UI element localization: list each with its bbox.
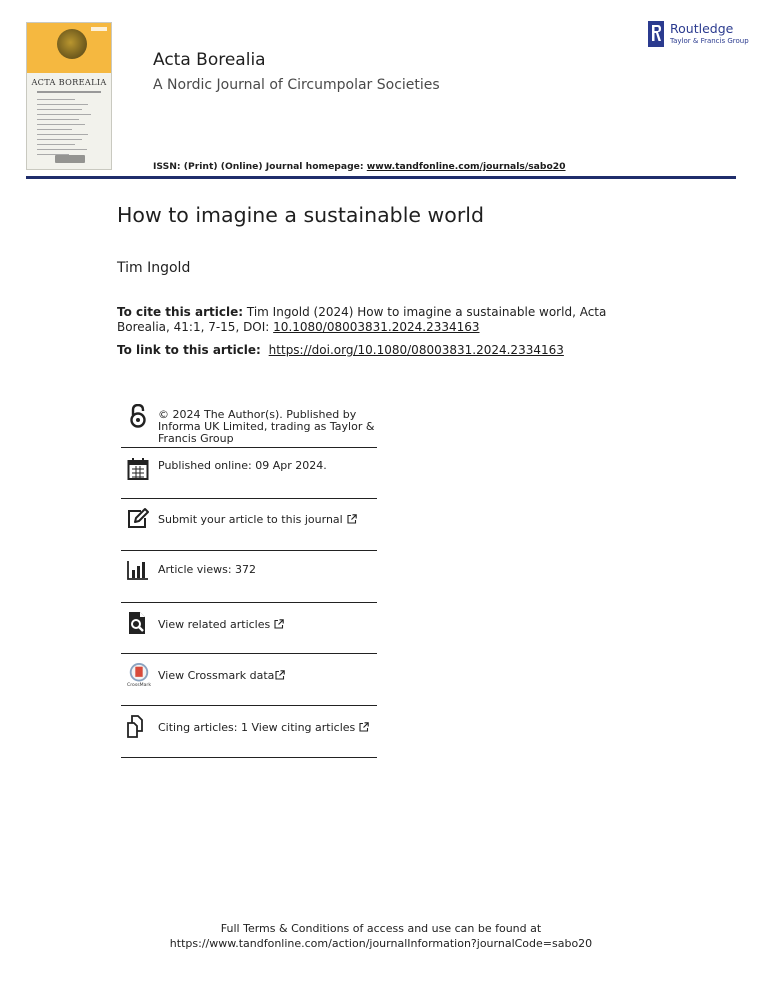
article-doi-link[interactable]: https://doi.org/10.1080/08003831.2024.2334163 [268, 343, 564, 357]
cover-emblem-icon [57, 29, 87, 59]
article-link-block [117, 343, 564, 357]
journal-title: Acta Borealia [153, 50, 266, 70]
external-link-icon [359, 722, 369, 732]
crossmark-icon [126, 663, 152, 687]
external-link-icon [347, 514, 357, 524]
journal-subtitle: A Nordic Journal of Circumpolar Societies [153, 77, 440, 93]
published-date: Published online: 09 Apr 2024. [158, 459, 327, 472]
cite-text: Tim Ingold (2024) How to imagine a sustainable world, Acta Borealia, 41:1, 7-15, DOI: [117, 305, 607, 334]
footer-terms-link[interactable]: https://www.tandfonline.com/action/journalInformation?journalCode=sabo20 [169, 937, 593, 950]
cite-label: To cite this article: [117, 305, 244, 319]
publisher-logo[interactable] [648, 20, 748, 48]
article-author: Tim Ingold [117, 260, 191, 276]
footer-terms [0, 921, 762, 951]
cover-issn-box [91, 27, 107, 31]
publisher-name: Routledge [670, 21, 734, 36]
cite-doi-link[interactable]: 10.1080/08003831.2024.2334163 [273, 320, 480, 334]
edit-icon [127, 507, 149, 531]
submit-row[interactable] [121, 499, 377, 551]
external-link-icon [274, 619, 284, 629]
related-articles-search-icon [127, 611, 149, 635]
view-citing-articles-link[interactable]: Citing articles: 1 View citing articles [158, 721, 356, 734]
calendar-icon [127, 457, 149, 481]
submit-article-link[interactable]: Submit your article to this journal [158, 513, 343, 526]
publisher-group: Taylor & Francis Group [670, 37, 749, 45]
license-text: © 2024 The Author(s). Published by Informa UK Limited, trading as Taylor & Francis Group [158, 408, 375, 445]
bar-chart-icon [127, 558, 149, 582]
journal-homepage-link[interactable]: www.tandfonline.com/journals/sabo20 [366, 161, 566, 172]
open-access-icon [127, 404, 149, 428]
published-row [121, 448, 377, 499]
cover-publisher-logo [55, 155, 85, 163]
crossmark-icon-label: CrossMark [126, 683, 152, 687]
article-metadata-list [121, 400, 377, 758]
link-label: To link to this article: [117, 343, 261, 357]
cover-title: ACTA BOREALIA [31, 77, 107, 87]
routledge-mark-icon [648, 21, 664, 47]
external-link-icon [275, 670, 285, 680]
journal-cover-thumbnail [26, 22, 112, 170]
citing-row[interactable] [121, 706, 377, 758]
header-divider [26, 176, 736, 179]
issn-line [153, 161, 566, 172]
open-access-row [121, 400, 377, 448]
cover-contents-lines [37, 99, 101, 159]
citing-articles-icon [127, 715, 149, 739]
article-title: How to imagine a sustainable world [117, 203, 484, 227]
footer-line-1: Full Terms & Conditions of access and use can be found at [220, 922, 542, 935]
citation-block [117, 305, 657, 335]
crossmark-row[interactable] [121, 654, 377, 706]
issn-label: ISSN: (Print) (Online) Journal homepage: [153, 161, 364, 172]
article-views: Article views: 372 [158, 563, 257, 576]
views-row [121, 551, 377, 603]
related-row[interactable] [121, 603, 377, 654]
view-related-articles-link[interactable]: View related articles [158, 618, 271, 631]
view-crossmark-link[interactable]: View Crossmark data [158, 669, 275, 682]
